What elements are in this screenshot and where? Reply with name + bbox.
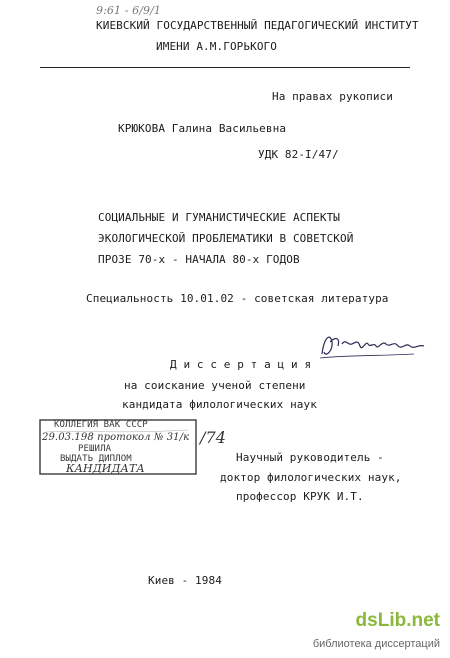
title-line: ЭКОЛОГИЧЕСКОЙ ПРОБЛЕМАТИКИ В СОВЕТСКОЙ: [98, 232, 354, 245]
supervisor-line-1: Научный руководитель -: [236, 451, 384, 464]
dslib-logo-text: dsLib.net: [355, 610, 440, 631]
archive-mark: 9:61 - 6/9/1: [96, 4, 162, 17]
title-line: СОЦИАЛЬНЫЕ И ГУМАНИСТИЧЕСКИЕ АСПЕКТЫ: [98, 211, 341, 224]
vak-approval-stamp: [38, 418, 198, 476]
stamp-handwritten-ref: /74: [200, 428, 227, 447]
speciality-line: Специальность 10.01.02 - советская литература: [86, 292, 389, 305]
title-line: ПРОЗЕ 70-х - НАЧАЛА 80-х ГОДОВ: [98, 253, 300, 266]
degree-line-1: на соискание ученой степени: [124, 379, 306, 392]
dissertation-label: Д и с с е р т а ц и я: [170, 358, 312, 371]
supervisor-line-2: доктор филологических наук,: [220, 471, 402, 484]
header-divider: [40, 67, 410, 68]
author-name: КРЮКОВА Галина Васильевна: [118, 122, 287, 135]
rights-note: На правах рукописи: [272, 90, 394, 103]
udk-code: УДК 82-I/47/: [258, 148, 339, 161]
stamp-line-3: РЕШИЛА: [78, 444, 112, 454]
degree-line-2: кандидата филологических наук: [122, 398, 317, 411]
city-year: Киев - 1984: [148, 574, 222, 587]
dslib-caption: библиотека диссертаций: [312, 638, 440, 650]
stamp-line-1: КОЛЛЕГИЯ ВАК СССР: [54, 420, 148, 430]
stamp-line-2: 29.03.198 протокол № 31/к: [42, 432, 190, 443]
signature-scribble: [318, 328, 428, 364]
supervisor-line-3: профессор КРУК И.Т.: [236, 490, 364, 503]
institution-line-1: КИЕВСКИЙ ГОСУДАРСТВЕННЫЙ ПЕДАГОГИЧЕСКИЙ ИНСТИТУТ: [96, 19, 419, 32]
dslib-logo: [356, 610, 440, 632]
stamp-line-4: ВЫДАТЬ ДИПЛОМ: [60, 454, 132, 464]
institution-line-2: ИМЕНИ А.М.ГОРЬКОГО: [156, 40, 278, 53]
author-signature: [318, 328, 428, 368]
stamp-line-5: КАНДИДАТА: [66, 462, 145, 475]
